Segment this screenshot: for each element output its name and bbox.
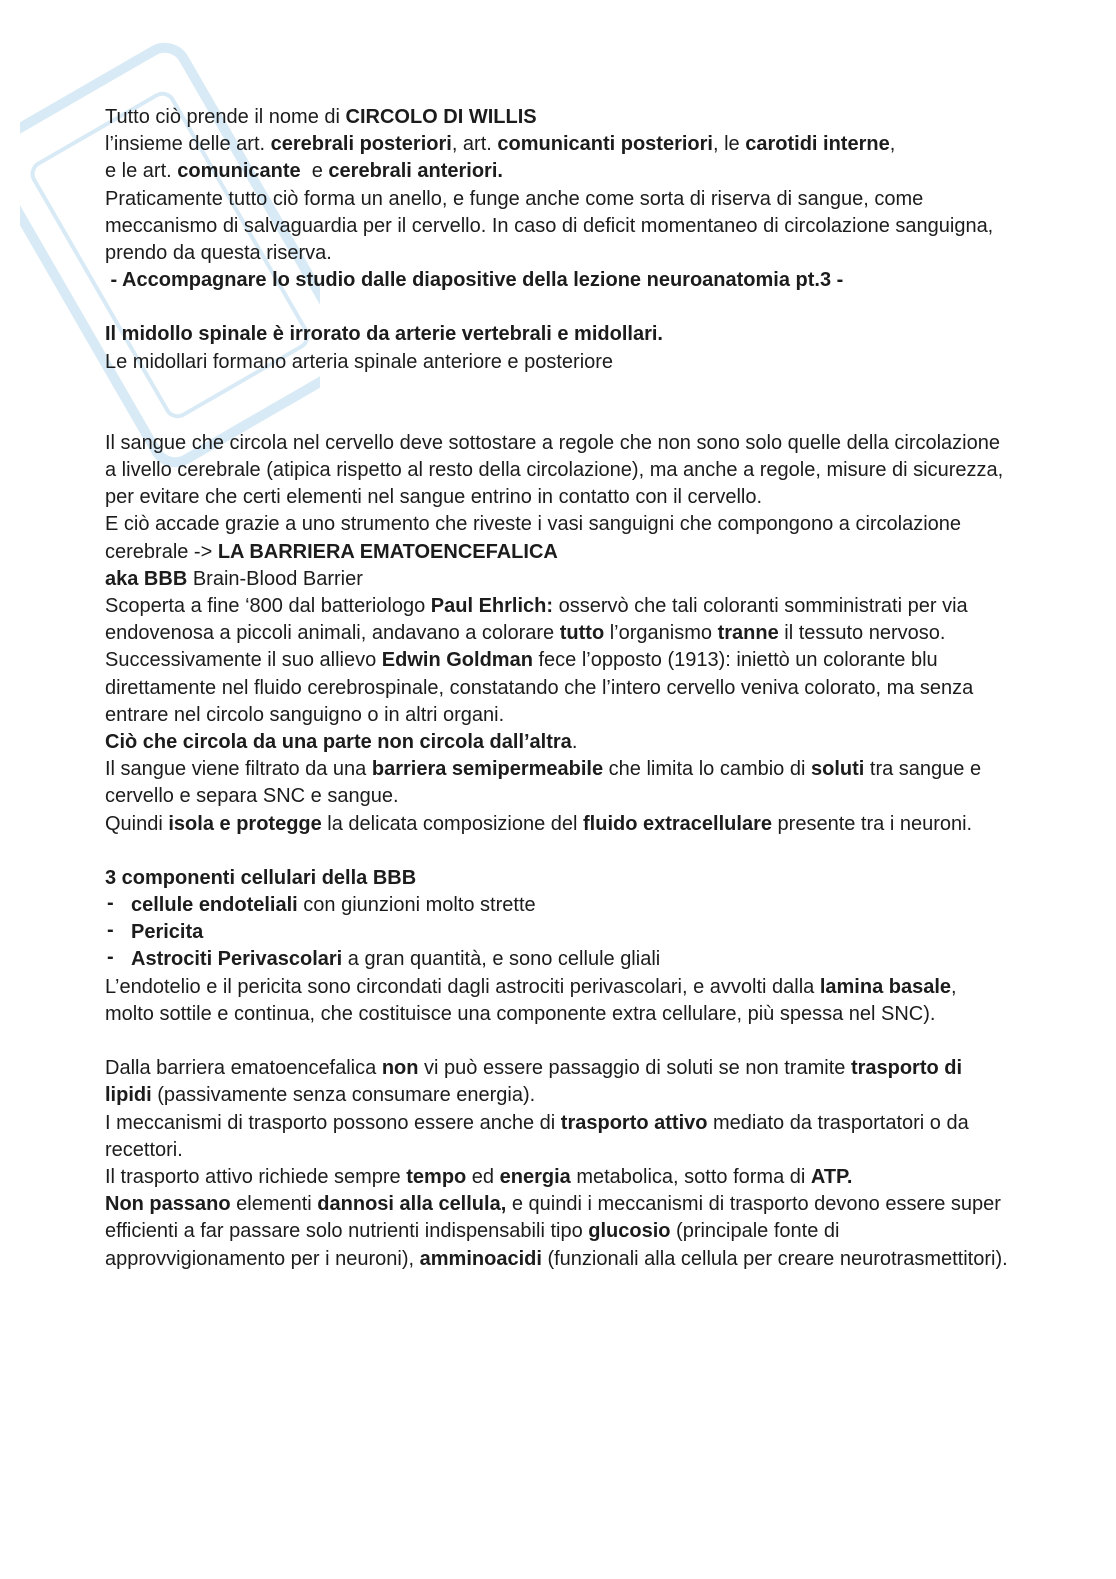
- list-item: - cellule endoteliali con giunzioni molto strette: [105, 892, 1010, 919]
- para-isola: Quindi isola e protegge la delicata composizione del fluido extracellulare presente tra i neuroni.: [105, 812, 973, 835]
- para-midollo-title: Il midollo spinale è irrorato da arterie vertebrali e midollari.: [105, 323, 663, 346]
- para-filtrato: Il sangue viene filtrato da una barriera semipermeabile che limita lo cambio di soluti tra sangue e cervello e separa SNC e sangue.: [105, 758, 982, 808]
- para-endotelio: L’endotelio e il pericita sono circondati dagli astrociti perivascolari, e avvolti dalla lamina basale, molto sottile e continua, che costituisce una componente extra cellulare, più spessa nel SNC).: [105, 975, 957, 1025]
- para-diapositive-note: - Accompagnare lo studio dalle diapositive della lezione neuroanatomia pt.3 -: [105, 269, 844, 292]
- document-page: [105, 104, 1010, 1273]
- para-anello: Praticamente tutto ciò forma un anello, e funge anche come sorta di riserva di sangue, come meccanismo di salvaguardia per il cervello. In caso di deficit momentaneo di circolazione sanguigna, prendo da questa riserva.: [105, 187, 994, 265]
- para-non-passano: Non passano elementi dannosi alla cellula, e quindi i meccanismi di trasporto devono essere super efficienti a far passare solo nutrienti indispensabili tipo glucosio (principale fonte di approvvigionamento per i neuroni), amminoacidi (funzionali alla cellula per creare neurotrasmettitori).: [105, 1193, 1008, 1270]
- para-trasporto-attivo: I meccanismi di trasporto possono essere anche di trasporto attivo mediato da trasportatori o da recettori.: [105, 1111, 969, 1161]
- para-midollari: Le midollari formano arteria spinale anteriore e posteriore: [105, 350, 614, 373]
- para-aka-bbb: aka BBB Brain-Blood Barrier: [105, 567, 363, 590]
- para-atp: Il trasporto attivo richiede sempre tempo ed energia metabolica, sotto forma di ATP.: [105, 1165, 853, 1188]
- para-passaggio-soluti: Dalla barriera ematoencefalica non vi può essere passaggio di soluti se non tramite trasporto di lipidi (passivamente senza consumare energia).: [105, 1057, 963, 1107]
- para-componenti-title: 3 componenti cellulari della BBB: [105, 866, 417, 889]
- para-comunicante: e le art. comunicante e cerebrali anteriori.: [105, 160, 503, 183]
- para-sangue-regole: Il sangue che circola nel cervello deve sottostare a regole che non sono solo quelle della circolazione a livello cerebrale (atipica rispetto al resto della circolazione), ma anche a regole, misure di sicurezza, per evitare che certi elementi nel sangue entrino in contatto con il cervello.: [105, 431, 1004, 509]
- list-item: - Pericita: [105, 919, 1010, 946]
- para-insieme-arterie: l’insieme delle art. cerebrali posteriori, art. comunicanti posteriori, le carotidi interne,: [105, 133, 896, 156]
- para-barriera: E ciò accade grazie a uno strumento che riveste i vasi sanguigni che compongono a circolazione cerebrale -> LA BARRIERA EMATOENCEFALICA: [105, 513, 962, 563]
- para-ehrlich: Scoperta a fine ‘800 dal batteriologo Paul Ehrlich: osservò che tali coloranti somministrati per via endovenosa a piccoli animali, andavano a colorare tutto l’organismo tranne il tessuto nervoso.: [105, 595, 968, 645]
- list-item: - Astrociti Perivascolari a gran quantità, e sono cellule gliali: [105, 946, 1010, 973]
- para-circolo-willis: Tutto ciò prende il nome di CIRCOLO DI WILLIS: [105, 106, 537, 128]
- para-circola: Ciò che circola da una parte non circola dall’altra.: [105, 731, 578, 754]
- para-goldman: Successivamente il suo allievo Edwin Goldman fece l’opposto (1913): iniettò un colorante blu direttamente nel fluido cerebrospinale, constatando che l’intero cervello veniva colorato, ma senza entrare nel circolo sanguigno o in altri organi.: [105, 649, 974, 726]
